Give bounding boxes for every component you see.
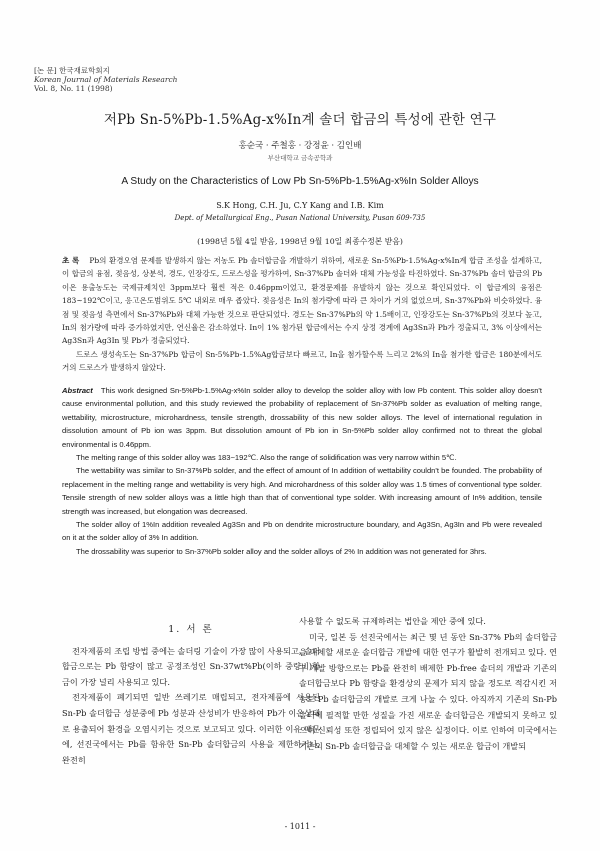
abstract-korean-text-1: Pb의 환경오염 문제를 발생하지 않는 저농도 Pb 솔더합금을 개발하기 위하여, 새로운 Sn-5%Pb-1.5%Ag-x%In계 합금 조성을 설계하고, 이 합금의 융점, 젖음성, 상분석, 경도, 인장강도, 드로스성을 평가하여, Sn-37%Pb 솔더와 대체 가능성을 타진하였다. Sn-37%Pb 솔더 합금의 Pb이온 용출농도는 국제규제치인 3ppm보다 훨씬 적은 0.46ppm이었고, 환경문제를 유발하지 않는 것으로 확인되었다. 이 합금계의 융점은 183~192℃이고, 응고온도범위도 5℃ 내외로 매우 좁았다. 젖음성은 In의 첨가량에 따라 큰 차이가 거의 없었으며, Sn-37%Pb와 비슷하였다. 융점 및 젖음성 측면에서 Sn-37%Pb와 대체 가능한 것으로 판단되었다. 경도는 Sn-37%Pb의 약 1.5배이고, 인장강도는 Sn-37%Pb의 것보다 높고, In의 첨가량에 따라 증가하였지만, 연신율은 감소하였다. In이 1% 첨가된 합금에서는 수지 상정 경계에 Ag3Sn과 Pb가 정출되고, 3% 이상에서는 Ag3Sn과 Ag3In 및 Pb가 정출되었다. [62,256,542,346]
journal-name-ko: [논 문] 한국재료학회지 [34,66,110,75]
received-dates: (1998년 5월 4일 받음, 1998년 9월 10일 최종수정본 받음) [197,237,403,246]
body-paragraph: 전자제품의 조립 방법 중에는 솔더링 기술이 가장 많이 사용되고, 솔더 합금으로는 Pb 함량이 많고 공정조성인 Sn-37wt%Pb(이하 중량비)합금이 가장 널리 사용되고 있다. [62,645,320,687]
abstract-english-para-1 [62,384,542,451]
abstract-english-para-4: The solder alloy of 1%In addition revealed Ag3Sn and Pb on dendrite microstructure boundary, and Ag3Sn, Ag3In and Pb were revealed on it at the solder alloy of 3% In addition. [62,520,542,543]
abstract-english-para-3: The wettability was similar to Sn-37%Pb solder, and the effect of amount of In addition of wettability couldn't be founded. The probability of replacement in the melting range and wettability is very high. And microhardness of this solder alloy was 1.5 times of conventional type solder. Tensile strength of new solder alloys was a little high than that of conventional type solder. With increasing amount of In% addition, tensile strength was increased, but elongation was decreased. [62,466,542,516]
paper-title-english: A Study on the Characteristics of Low Pb Sn-5%Pb-1.5%Ag-x%In Solder Alloys [121,176,479,187]
body-column-left [62,614,320,768]
body-paragraph: 미국, 일본 등 선진국에서는 최근 몇 년 동안 Sn-37% Pb의 솔더합금을 대체할 새로운 솔더합금 개발에 대한 연구가 활발히 전개되고 있다. 연구 개발 방향으로는 Pb를 완전히 배제한 Pb-free 솔더의 개발과 기존의 솔더합금보다 Pb 함량을 환경상의 문제가 되지 않을 정도로 적감시킨 저농도 Pb 솔더합금의 개발로 크게 나눌 수 있다. 아직까지 기존의 Sn-Pb 솔더에 필적할 만한 성질을 가진 새로운 솔더합금은 개발되지 못하고 있으며 신뢰성 또한 정립되어 있지 않은 실정이다. 이로 인하여 미국에서는 기존의 Sn-Pb 솔더합금을 대체할 수 있는 새로운 합금이 개발되 [299,631,557,751]
page-number: - 1011 - [284,822,316,831]
abstract-korean-para-2: 드로스 생성속도는 Sn-37%Pb 합금이 Sn-5%Pb-1.5%Ag합금보다 빠르고, In을 첨가할수록 느리고 2%의 In을 첨가한 합금은 180분에서도 거의 드로스가 발생하지 않았다. [62,349,542,373]
abstract-korean [62,254,542,375]
abstract-english [62,384,542,558]
journal-volume: Vol. 8, No. 11 (1998) [34,84,113,93]
body-column-right [299,614,557,754]
authors-korean: 홍순국 · 주철홍 · 강정윤 · 김인배 [238,141,362,151]
body-paragraph: 전자제품이 폐기되면 일반 쓰레기로 매립되고, 전자제품에 사용된 Sn-Pb 솔더합금 성분중에 Pb 성분과 산성비가 반응하여 Pb가 이온상태로 용출되어 환경을 오염시키는 것으로 보고되고 있다. 이러한 이유 때문에, 선진국에서는 Pb를 함유한 Sn-Pb 솔더합금의 사용을 제한하거나, 완전히 [62,692,320,765]
abstract-english-label: Abstract [62,386,93,395]
affiliation-english: Dept. of Metallurgical Eng., Pusan National University, Pusan 609-735 [174,214,426,222]
abstract-english-para-2: The melting range of this solder alloy was 183~192℃. Also the range of solidification was very narrow within 5℃. [76,453,457,463]
paper-title-korean: 저Pb Sn-5%Pb-1.5%Ag-x%In계 솔더 합금의 특성에 관한 연구 [103,112,497,128]
section-heading-introduction: 1. 서 론 [168,624,214,635]
abstract-korean-label: 초 록 [62,256,80,265]
abstract-korean-para-1 [62,254,542,348]
affiliation-korean: 부산대학교 금속공학과 [267,154,333,162]
body-paragraph: 사용할 수 없도록 규제하려는 법안을 제안 중에 있다. [299,616,486,626]
authors-english: S.K Hong, C.H. Ju, C.Y Kang and I.B. Kim [216,201,384,210]
journal-header [34,66,177,93]
journal-name-en: Korean Journal of Materials Research [34,75,178,84]
abstract-english-para-5: The drossability was superior to Sn-37%Pb solder alloy and the solder alloys of 2% In addition was not generated for 3hrs. [76,546,487,556]
abstract-english-text-1: This work designed Sn-5%Pb-1.5%Ag-x%In solder alloy to develop the solder alloy with low Pb content. This solder alloy doesn't cause environmental pollution, and this study reviewed the probability of replacement of Sn-37%Pb solder as evaluation of melting range, wettability, microstructure, microhardness, tensile strength, drossability of this new solder alloys. The level of international regulation in dissolution amount of Pb ion was 3ppm. But dissolution amount of Pb ion in Sn-5%Pb solder alloy confirmed not to threat the global environmental is 0.46ppm. [62,386,542,449]
